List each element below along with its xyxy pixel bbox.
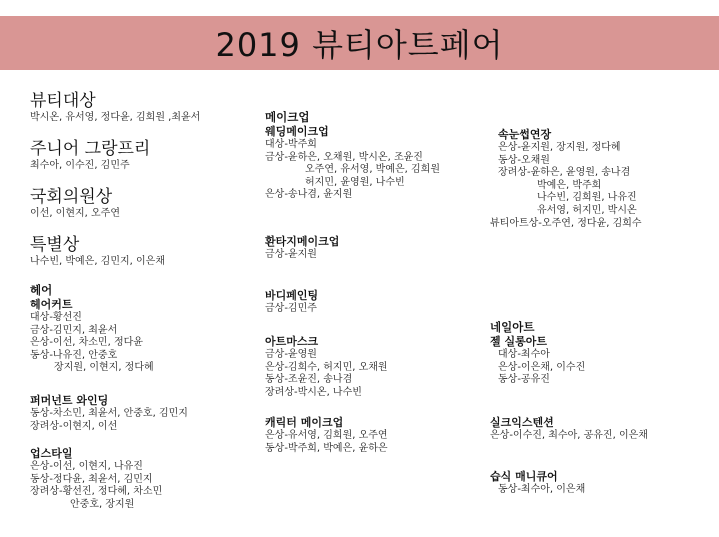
body-heading: 바디페인팅	[265, 289, 319, 302]
character-line: 동상-박주희, 박예은, 윤하은	[265, 442, 388, 454]
artmask-line: 금상-윤영원	[265, 349, 317, 360]
haircut-line: 은상-이선, 차소민, 정다윤	[30, 337, 143, 349]
silk-section	[490, 416, 648, 443]
updo-line: 안중호, 장지원	[70, 498, 135, 510]
wet-section	[490, 470, 585, 497]
haircut-line: 대상-황선진	[30, 312, 82, 323]
artmask-line: 은상-김희수, 허지민, 오채원	[265, 361, 388, 373]
title-banner	[0, 16, 719, 70]
junior-gp-heading: 주니어 그랑프리	[30, 139, 151, 159]
haircut-line: 장지원, 이현지, 정다혜	[54, 362, 154, 374]
gel-line: 은상-이은채, 이수진	[498, 361, 586, 373]
lash-heading: 속눈썹연장	[498, 128, 552, 141]
special-winners: 나수빈, 박예은, 김민지, 이은채	[30, 256, 165, 267]
left-column	[30, 90, 200, 125]
wedding-line: 대상-박주희	[265, 139, 317, 150]
special-heading: 특별상	[30, 235, 80, 255]
lash-line: 동상-오채원	[498, 154, 550, 166]
wet-heading: 습식 매니큐어	[490, 470, 558, 483]
wedding-line: 허지민, 윤영원, 나수빈	[305, 176, 405, 188]
fantasy-heading: 환타지메이크업	[265, 235, 340, 248]
silk-line: 은상-이수진, 최수아, 공유진, 이은채	[490, 430, 648, 441]
junior-gp-section	[30, 138, 150, 173]
body-line: 금상-김민주	[265, 303, 317, 314]
gel-line: 대상-최수아	[498, 349, 550, 360]
lash-line: 유서영, 허지민, 박시온	[537, 204, 637, 216]
hair-section	[30, 283, 154, 375]
updo-section	[30, 447, 162, 511]
artmask-line: 동상-조윤진, 송나겸	[265, 374, 353, 386]
wet-line: 동상-최수아, 이은채	[498, 484, 586, 495]
haircut-heading: 헤어커트	[30, 298, 73, 311]
haircut-line: 금상-김민지, 최윤서	[30, 324, 118, 336]
assembly-heading: 국회의원상	[30, 187, 113, 207]
body-section	[265, 289, 318, 316]
perm-heading: 퍼머넌트 와인딩	[30, 394, 109, 407]
gel-heading: 젤 실롱아트	[490, 335, 547, 348]
updo-line: 장려상-황선진, 정다혜, 차소민	[30, 486, 163, 498]
gel-line: 동상-공유진	[498, 374, 550, 386]
haircut-line: 동상-나유진, 안중호	[30, 349, 118, 361]
makeup-heading: 메이크업	[265, 110, 310, 124]
character-section	[265, 416, 388, 455]
wedding-line: 은상-송나겸, 윤지원	[265, 189, 353, 201]
assembly-section	[30, 186, 120, 221]
updo-line: 동상-정다윤, 최윤서, 김민지	[30, 473, 153, 485]
fantasy-line: 금상-윤지원	[265, 249, 317, 260]
assembly-winners: 이선, 이현지, 오주연	[30, 208, 120, 219]
nail-heading: 네일아트	[490, 320, 535, 334]
junior-gp-winners: 최수아, 이수진, 김민주	[30, 160, 130, 171]
wedding-heading: 웨딩메이크업	[265, 125, 329, 138]
beauty-grand-heading: 뷰티대상	[30, 91, 96, 111]
lash-line: 뷰티아트상-오주연, 정다윤, 김희수	[490, 217, 642, 229]
page-title: 2019 뷰티아트페어	[215, 26, 504, 64]
wedding-line: 오주연, 유서영, 박예은, 김희원	[305, 164, 440, 176]
artmask-heading: 아트마스크	[265, 335, 319, 348]
makeup-section	[265, 110, 440, 202]
character-heading: 캐릭터 메이크업	[265, 416, 344, 429]
perm-section	[30, 394, 188, 433]
perm-line: 동상-차소민, 최윤서, 안중호, 김민지	[30, 408, 188, 419]
lash-line: 나수빈, 김희원, 나유진	[537, 192, 637, 204]
hair-heading: 헤어	[30, 283, 53, 297]
perm-line: 장려상-이현지, 이선	[30, 420, 118, 432]
character-line: 은상-유서영, 김희원, 오주연	[265, 430, 388, 441]
updo-line: 은상-이선, 이현지, 나유진	[30, 461, 143, 472]
nail-section	[490, 320, 585, 387]
special-section	[30, 234, 165, 269]
lash-section	[490, 128, 642, 230]
beauty-grand-winners: 박시온, 유서영, 정다윤, 김희원 ,최윤서	[30, 112, 201, 123]
artmask-line: 장려상-박시온, 나수빈	[265, 386, 362, 398]
fantasy-section	[265, 235, 339, 262]
wedding-line: 금상-윤하은, 오채원, 박시온, 조윤진	[265, 151, 423, 163]
lash-line: 박예은, 박주희	[537, 179, 602, 191]
lash-line: 은상-윤지원, 장지원, 정다혜	[498, 142, 621, 153]
updo-heading: 업스타일	[30, 447, 73, 460]
artmask-section	[265, 335, 388, 399]
lash-line: 장려상-윤하은, 윤영원, 송나겸	[498, 167, 631, 179]
silk-heading: 실크익스텐션	[490, 416, 554, 429]
